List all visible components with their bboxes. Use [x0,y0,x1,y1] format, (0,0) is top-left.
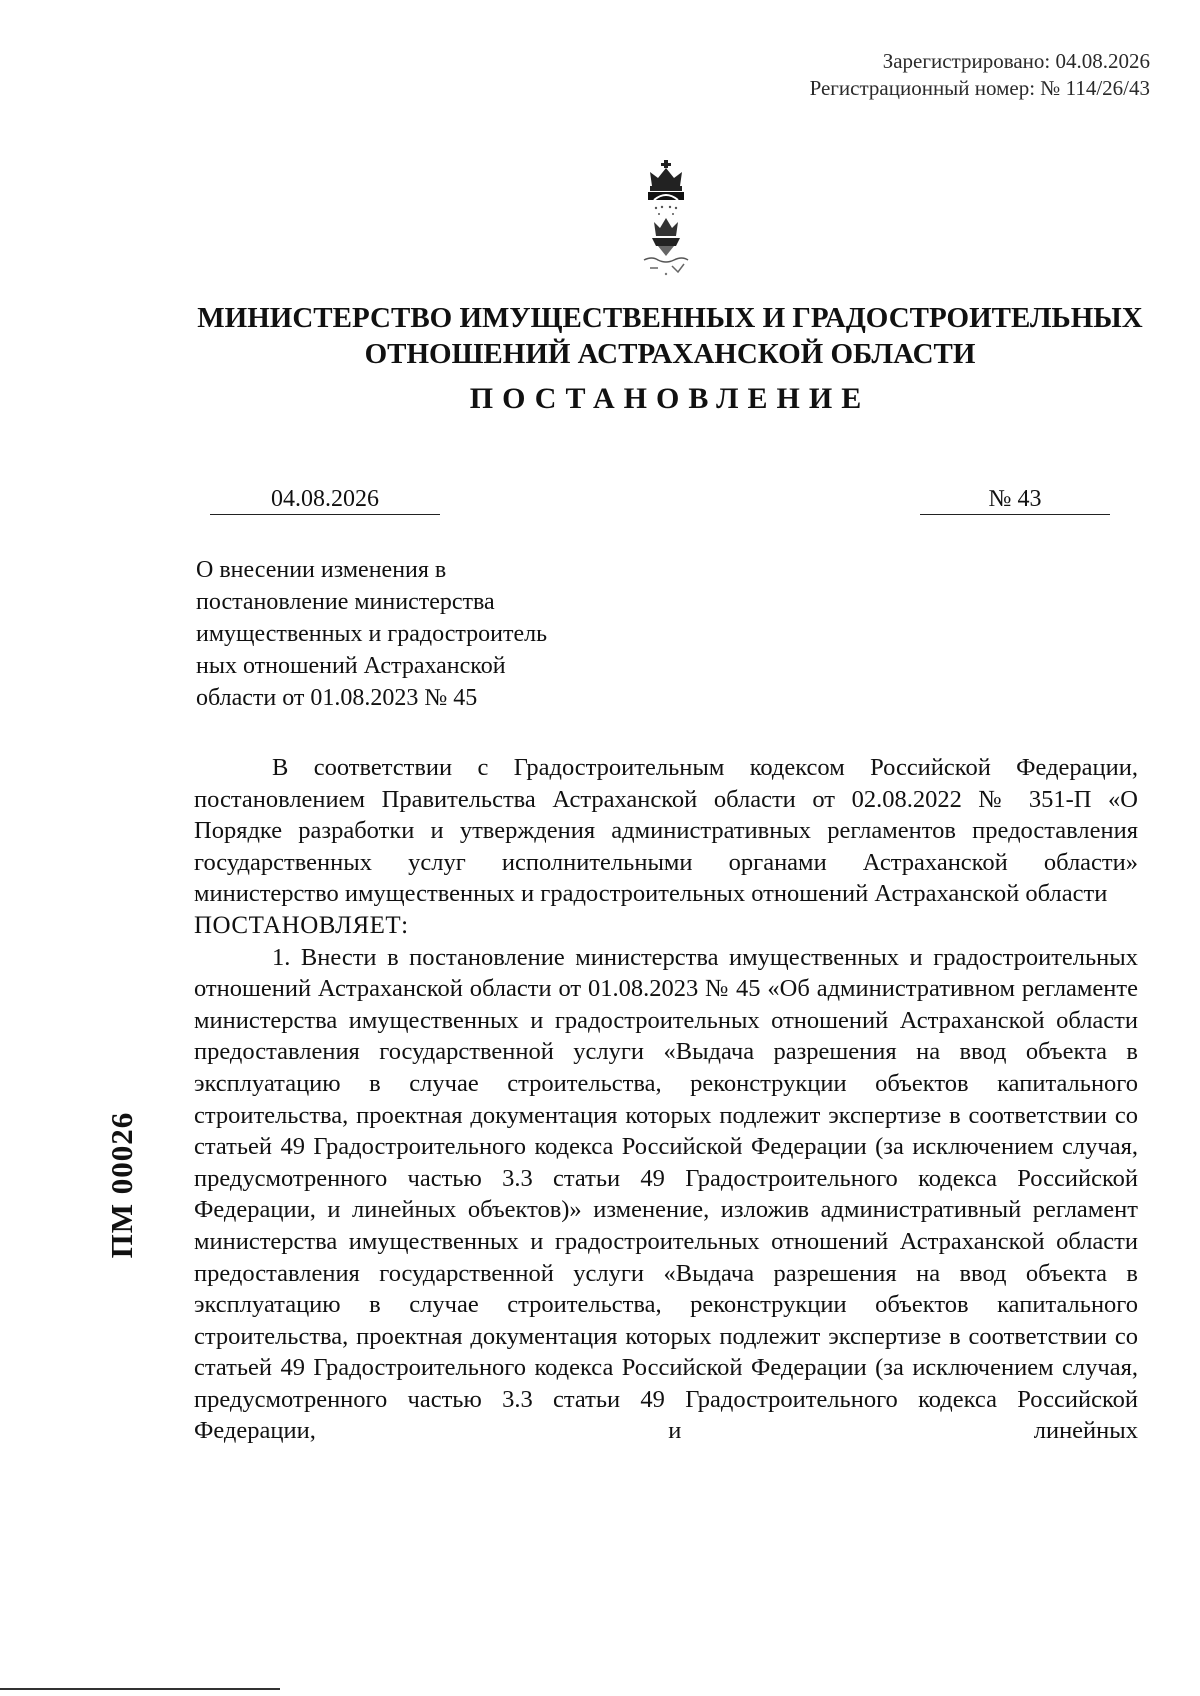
registration-date: Зарегистрировано: 04.08.2026 [882,49,1150,73]
registration-number: Регистрационный номер: № 114/26/43 [809,76,1150,100]
resolve-heading: ПОСТАНОВЛЯЕТ: [194,911,409,939]
subject-line: ных отношений Астраханской [196,653,506,679]
document-date: 04.08.2026 [210,484,440,515]
subject-line: постановление министерства [196,589,495,615]
coat-of-arms-emblem [636,160,696,278]
document-type: ПОСТАНОВЛЕНИЕ [469,382,871,415]
side-code-stamp [102,1095,142,1275]
registration-stamp [810,48,1150,102]
ministry-name-line2: ОТНОШЕНИЙ АСТРАХАНСКОЙ ОБЛАСТИ [364,338,976,370]
preamble-paragraph: В соответствии с Градостроительным кодексом Российской Федерации, постановлением Правительства Астраханской области от 02.08.2022 № 351-П «О Порядке разработки и утверждения административных регламентов предоставления государственных услуг исполнительными органами Астраханской области» министерство имущественных и градостроительных отношений Астраханской области [194,754,1138,908]
ministry-name [120,300,1200,372]
bottom-divider [0,1688,280,1690]
ministry-name-line1: МИНИСТЕРСТВО ИМУЩЕСТВЕННЫХ И ГРАДОСТРОИТЕЛЬНЫХ [197,302,1143,334]
subject-line: имущественных и градостроитель [196,621,548,647]
subject-line: области от 01.08.2023 № 45 [196,685,478,711]
subject-line: О внесении изменения в [196,557,447,583]
document-body [194,752,1138,1447]
document-subject [196,554,646,714]
item-1-paragraph: 1. Внести в постановление министерства имущественных и градостроительных отношений Астраханской области от 01.08.2023 № 45 «Об административном регламенте министерства имущественных и градостроительных отношений Астраханской области предоставления государственной услуги «Выдача разрешения на ввод объекта в эксплуатацию в случае строительства, реконструкции объектов капитального строительства, проектная документация которых подлежит экспертизе в соответствии со статьей 49 Градостроительного кодекса Российской Федерации (за исключением случая, предусмотренного частью 3.3 статьи 49 Градостроительного кодекса Российской Федерации, и линейных объектов)» изменение, изложив административный регламент министерства имущественных и градостроительных отношений Астраханской области предоставления государственной услуги «Выдача разрешения на ввод объекта в эксплуатацию в случае строительства, реконструкции объектов капитального строительства, проектная документация которых подлежит экспертизе в соответствии со статьей 49 Градостроительного кодекса Российской Федерации (за исключением случая, предусмотренного частью 3.3 статьи 49 Градостроительного кодекса Российской Федерации, и линейных [194,943,1138,1445]
side-code-text: ПМ 00026 [104,1111,139,1259]
document-number: № 43 [920,484,1110,515]
